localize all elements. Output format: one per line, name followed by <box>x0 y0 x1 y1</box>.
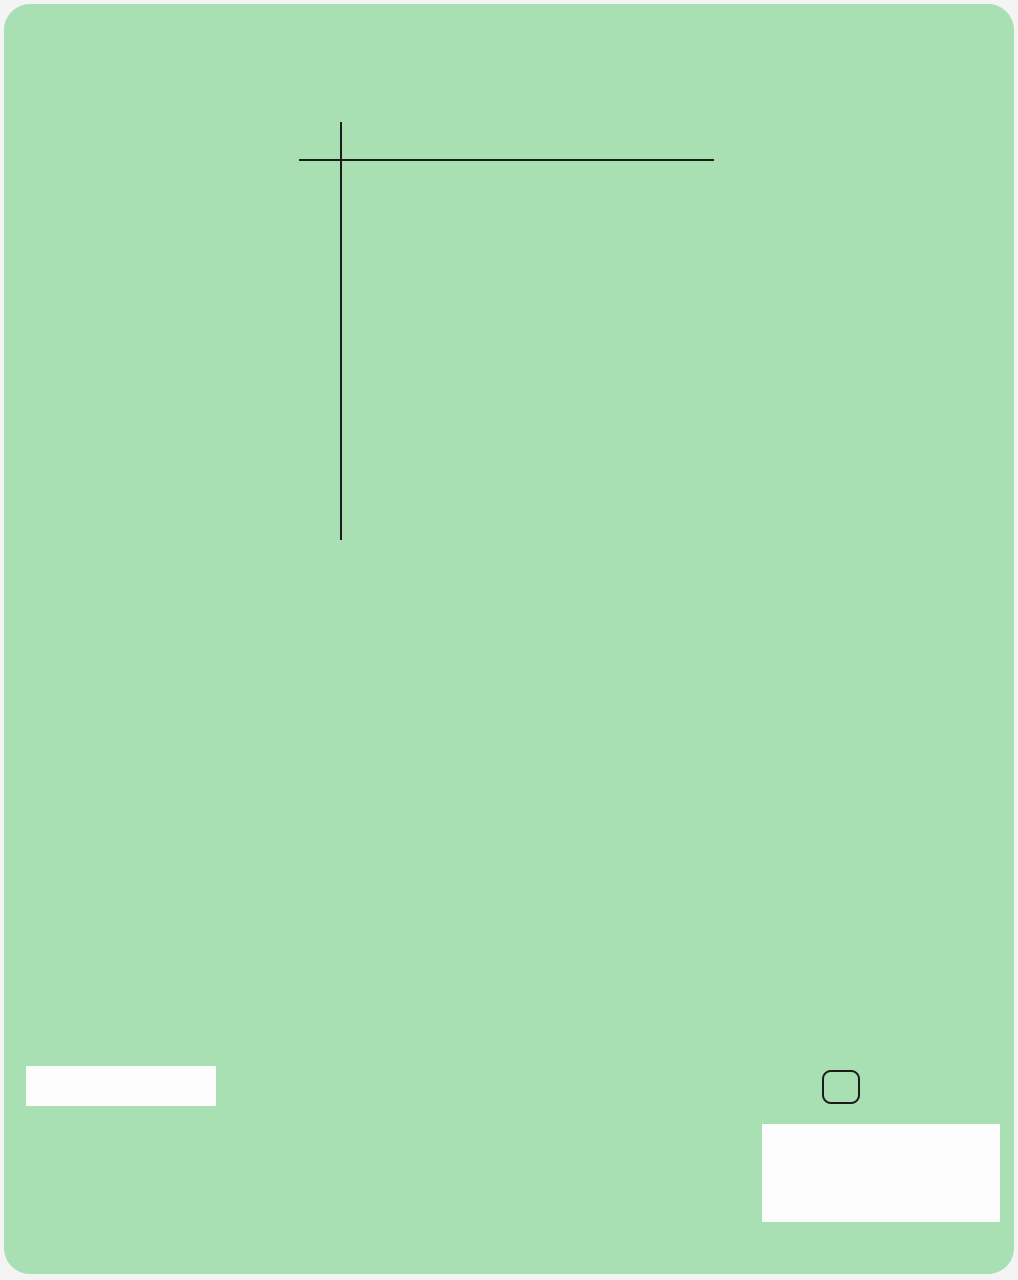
notebook-cover <box>4 4 1014 1274</box>
table-vertical-divider <box>340 122 342 540</box>
pythagoras-table <box>294 114 724 544</box>
barcode-bars <box>772 1132 990 1202</box>
barcode <box>762 1124 1000 1222</box>
table-horizontal-divider <box>299 159 714 161</box>
brand-logo <box>26 1066 216 1106</box>
age-rating-badge <box>822 1070 860 1104</box>
